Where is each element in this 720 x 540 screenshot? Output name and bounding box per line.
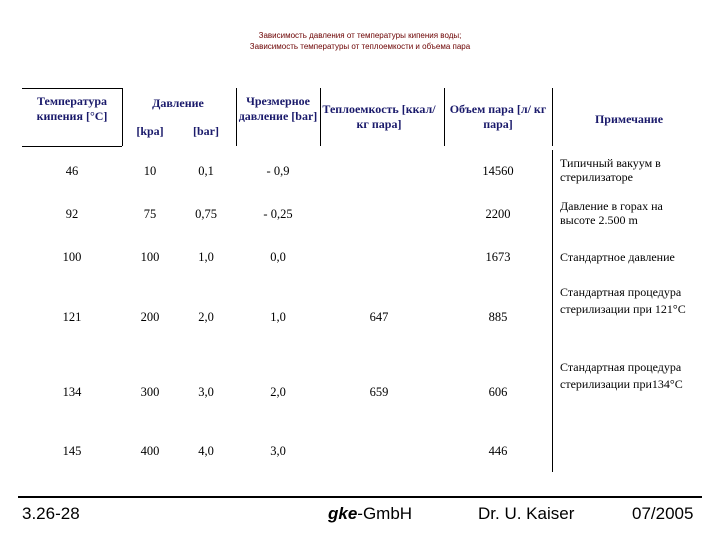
row-6-kpa: 400 — [140, 444, 160, 458]
row-6-volume: 446 — [488, 444, 508, 458]
header-kpa: [kpa] — [136, 124, 164, 138]
row-4-volume: 885 — [488, 310, 508, 324]
row-6-temp: 145 — [62, 444, 82, 458]
company-rest: -GmbH — [357, 504, 413, 523]
row-4-note: Стандартная процедура стерилизации при 121°C — [560, 285, 686, 316]
header-divider-1 — [122, 88, 123, 146]
row-1-temp: 46 — [65, 164, 79, 178]
header-note: Примечание — [594, 112, 664, 126]
row-5-note: Стандартная процедура стерилизации при134°C — [560, 360, 683, 391]
footer-company — [328, 504, 412, 524]
row-1-bar: 0,1 — [198, 164, 214, 178]
header-bottom-line — [22, 146, 122, 147]
row-6-over: 3,0 — [270, 444, 286, 458]
header-divider-2 — [236, 88, 237, 146]
row-2-volume: 2200 — [485, 207, 511, 221]
row-4-heat: 647 — [369, 310, 389, 324]
row-2-bar: 0,75 — [195, 207, 217, 221]
header-heat-capacity: Теплоемкость [ккал/ кг пара] — [322, 102, 436, 131]
row-3-volume: 1673 — [485, 250, 511, 264]
row-1-volume: 14560 — [482, 164, 514, 178]
footer-date: 07/2005 — [632, 504, 694, 523]
row-3-over: 0,0 — [270, 250, 286, 264]
row-5-temp: 134 — [62, 385, 82, 399]
note-divider — [552, 150, 553, 472]
footer-author: Dr. U. Kaiser — [478, 504, 575, 523]
row-5-over: 2,0 — [270, 385, 286, 399]
row-3-bar: 1,0 — [198, 250, 214, 264]
row-2-kpa: 75 — [143, 207, 157, 221]
row-1-over: - 0,9 — [266, 164, 290, 178]
title-line-2: Зависимость температуры от теплоемкости и объема пара — [249, 42, 471, 51]
row-3-note: Стандартное давление — [560, 250, 675, 264]
header-divider-4 — [444, 88, 445, 146]
row-2-temp: 92 — [65, 207, 79, 221]
row-4-temp: 121 — [62, 310, 82, 324]
row-4-kpa: 200 — [140, 310, 160, 324]
page-title — [0, 30, 720, 52]
row-5-kpa: 300 — [140, 385, 160, 399]
footer-code: 3.26-28 — [22, 504, 80, 523]
row-3-kpa: 100 — [140, 250, 160, 264]
row-2-over: - 0,25 — [263, 207, 293, 221]
row-1-kpa: 10 — [143, 164, 157, 178]
row-2-note: Давление в горах на высоте 2.500 m — [560, 199, 663, 227]
header-steam-volume: Объем пара [л/ кг пара] — [449, 102, 547, 131]
row-4-over: 1,0 — [270, 310, 286, 324]
row-4-bar: 2,0 — [198, 310, 214, 324]
row-5-bar: 3,0 — [198, 385, 214, 399]
header-divider-5 — [552, 88, 553, 146]
header-overpressure: Чрезмерное давление [bar] — [238, 94, 318, 123]
header-temperature: Температура кипения [°C] — [36, 94, 108, 123]
row-6-bar: 4,0 — [198, 444, 214, 458]
header-pressure-group: Давление — [152, 96, 204, 110]
row-3-temp: 100 — [62, 250, 82, 264]
row-5-heat: 659 — [369, 385, 389, 399]
company-italic: gke — [328, 504, 358, 523]
header-top-line — [22, 88, 122, 89]
header-bar: [bar] — [193, 124, 219, 138]
title-line-1: Зависимость давления от температуры кипения воды; — [258, 31, 462, 40]
footer-rule — [18, 496, 702, 498]
row-1-note: Типичный вакуум в стерилизаторе — [560, 156, 661, 184]
row-5-volume: 606 — [488, 385, 508, 399]
header-divider-3 — [320, 88, 321, 146]
